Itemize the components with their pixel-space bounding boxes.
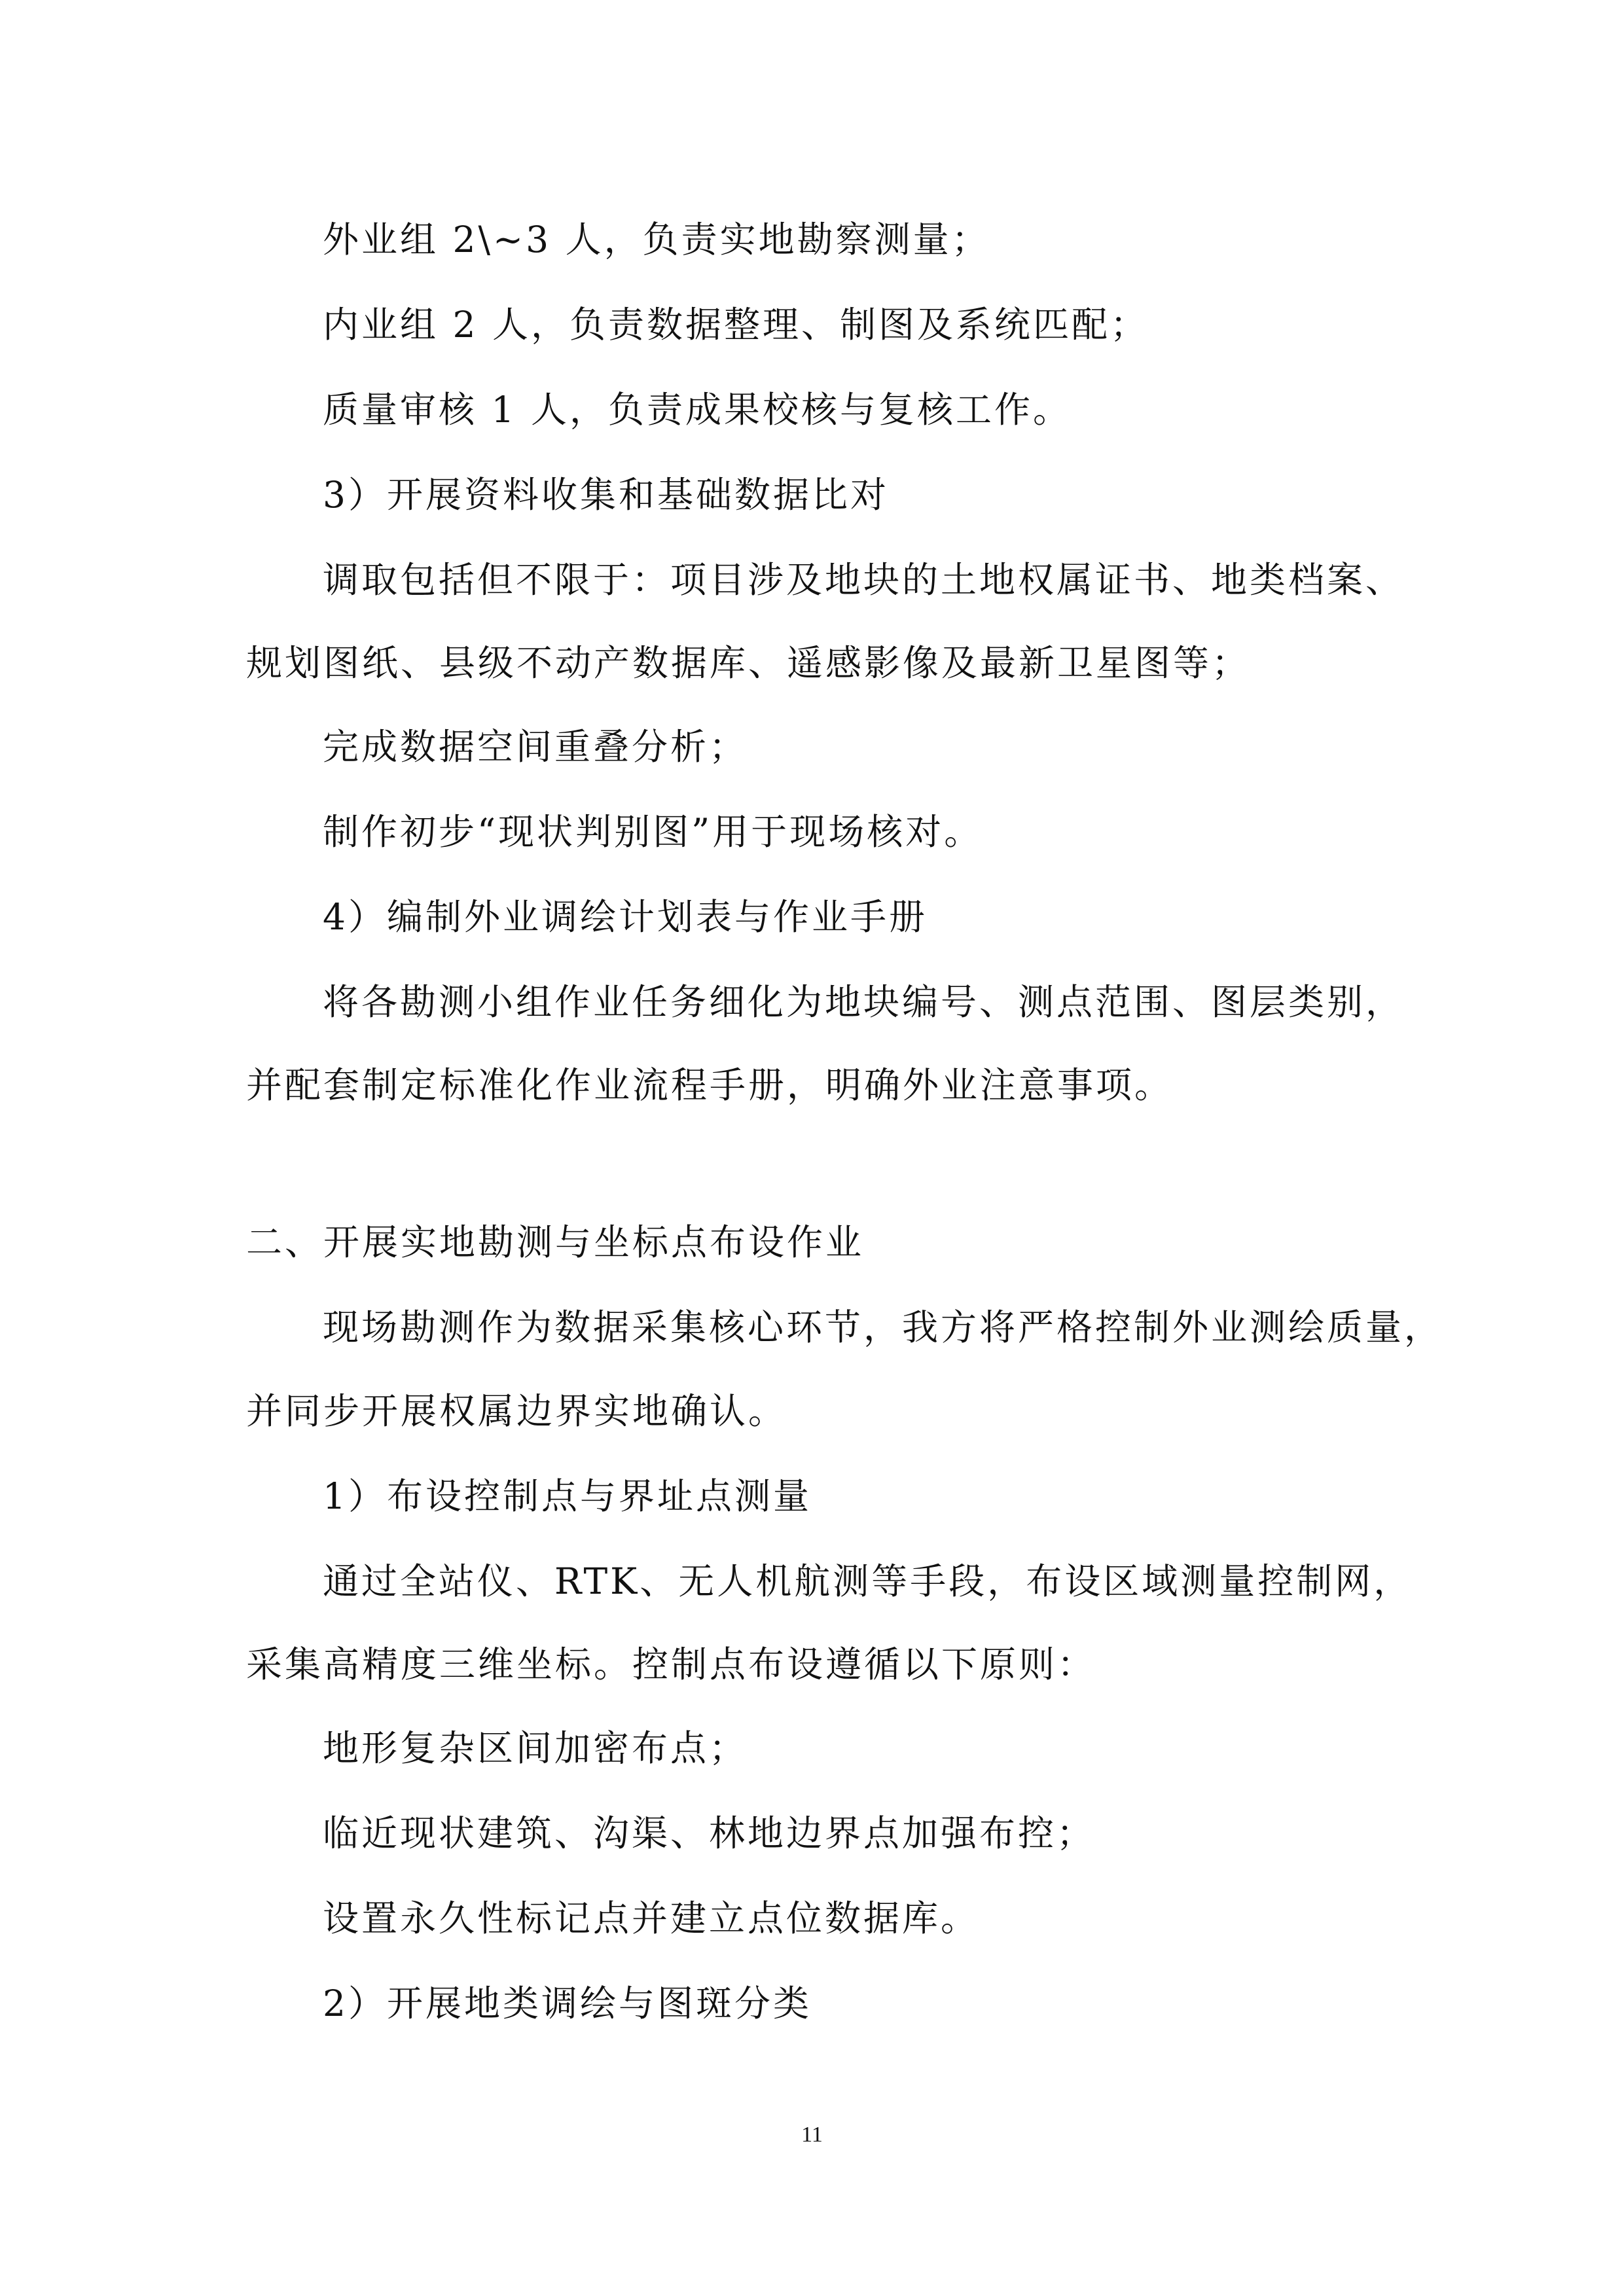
paragraph-line-field-survey-intro: 现场勘测作为数据采集核心环节，我方将严格控制外业测绘质量，: [323, 1306, 1443, 1348]
paragraph-line-outfield-team: 外业组 2\~3 人，负责实地勘察测量；: [323, 219, 990, 260]
subheading-survey-plan: 4）编制外业调绘计划表与作业手册: [323, 896, 928, 938]
paragraph-line-retrieve-data: 调取包括但不限于：项目涉及地块的土地权属证书、地类档案、: [323, 559, 1405, 601]
paragraph-line-overlap-analysis: 完成数据空间重叠分析；: [323, 726, 748, 768]
page-number: 11: [801, 2123, 823, 2147]
paragraph-line-quality-review: 质量审核 1 人，负责成果校核与复核工作。: [323, 389, 1072, 431]
paragraph-line-retrieve-data-cont: 规划图纸、县级不动产数据库、遥感影像及最新卫星图等；: [246, 642, 1251, 684]
paragraph-line-office-team: 内业组 2 人，负责数据整理、制图及系统匹配；: [323, 304, 1149, 346]
subheading-land-classification: 2）开展地类调绘与图斑分类: [323, 1982, 812, 2024]
paragraph-line-task-breakdown: 将各勘测小组作业任务细化为地块编号、测点范围、图层类别，: [323, 981, 1405, 1023]
subheading-data-collection: 3）开展资料收集和基础数据比对: [323, 474, 889, 516]
paragraph-line-permanent-markers: 设置永久性标记点并建立点位数据库。: [323, 1897, 980, 1939]
paragraph-line-task-breakdown-cont: 并配套制定标准化作业流程手册，明确外业注意事项。: [246, 1064, 1174, 1106]
paragraph-line-boundary-control: 临近现状建筑、沟渠、林地边界点加强布控；: [323, 1812, 1096, 1854]
paragraph-line-survey-methods-cont: 采集高精度三维坐标。控制点布设遵循以下原则：: [246, 1643, 1096, 1685]
paragraph-line-status-map: 制作初步“现状判别图”用于现场核对。: [323, 811, 983, 853]
paragraph-line-dense-points: 地形复杂区间加密布点；: [323, 1727, 748, 1769]
paragraph-line-field-survey-intro-cont: 并同步开展权属边界实地确认。: [246, 1390, 787, 1432]
section-heading-field-survey: 二、开展实地勘测与坐标点布设作业: [246, 1221, 865, 1263]
subheading-control-points: 1）布设控制点与界址点测量: [323, 1475, 812, 1517]
paragraph-line-survey-methods: 通过全站仪、RTK、无人机航测等手段，布设区域测量控制网，: [323, 1560, 1413, 1602]
